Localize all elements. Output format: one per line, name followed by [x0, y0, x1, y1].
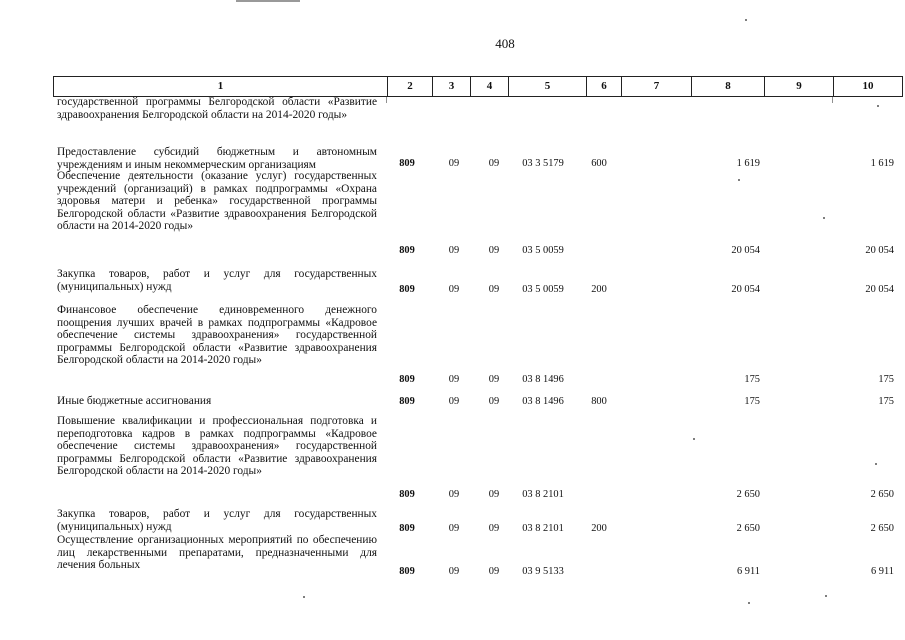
- scan-speck: [303, 596, 305, 598]
- cell-amount-8: 2 650: [736, 489, 760, 500]
- column-header-7: 7: [622, 77, 692, 96]
- column-header-3: 3: [433, 77, 471, 96]
- scan-mark: [236, 0, 300, 2]
- cell-subsection: 09: [488, 245, 500, 256]
- cell-target-article: 03 9 5133: [522, 566, 564, 577]
- column-divider: [386, 97, 387, 103]
- scan-speck: [693, 438, 695, 440]
- column-header-6: 6: [587, 77, 622, 96]
- cell-amount-8: 175: [744, 374, 760, 385]
- cell-amount-8: 20 054: [731, 284, 760, 295]
- cell-target-article: 03 8 1496: [522, 374, 564, 385]
- cell-subsection: 09: [488, 374, 500, 385]
- cell-ministry-code: 809: [399, 374, 415, 385]
- scan-speck: [748, 602, 750, 604]
- cell-expense-type: 800: [591, 396, 607, 407]
- cell-amount-8: 175: [744, 396, 760, 407]
- row-description: государственной программы Белгородской области «Развитие здравоохранения Белгородской области на 2014-2020 годы»: [57, 96, 377, 121]
- scan-speck: [875, 463, 877, 465]
- cell-section: 09: [448, 523, 460, 534]
- cell-section: 09: [448, 284, 460, 295]
- column-header-10: 10: [862, 80, 874, 92]
- cell-section: 09: [448, 489, 460, 500]
- cell-subsection: 09: [488, 284, 500, 295]
- row-description: Иные бюджетные ассигнования: [57, 395, 212, 407]
- row-description: Осуществление организационных мероприятий по обеспечению лиц лекарственными препаратами, предназначенными для лечения больных: [57, 534, 377, 572]
- page-number: 408: [495, 36, 515, 51]
- cell-section: 09: [448, 374, 460, 385]
- column-header-4: 4: [471, 77, 509, 96]
- cell-subsection: 09: [488, 566, 500, 577]
- scan-speck: [825, 595, 827, 597]
- cell-section: 09: [448, 396, 460, 407]
- cell-expense-type: 200: [591, 523, 607, 534]
- cell-subsection: 09: [488, 489, 500, 500]
- row-description: Финансовое обеспечение единовременного денежного поощрения лучших врачей в рамках подпрограммы «Кадровое обеспечение системы здравоохранения» государственной программы Белгородской области «Развитие здравоохранения Белгородской области на 2014-2020 годы»: [57, 304, 377, 367]
- cell-target-article: 03 5 0059: [522, 284, 564, 295]
- scan-speck: [823, 217, 825, 219]
- cell-target-article: 03 8 1496: [522, 396, 564, 407]
- cell-amount-8: 6 911: [737, 566, 760, 577]
- cell-amount-10: 20 054: [865, 245, 894, 256]
- column-header-9: 9: [765, 77, 834, 96]
- cell-amount-10: 175: [878, 374, 894, 385]
- row-description: Закупка товаров, работ и услуг для государственных (муниципальных) нужд: [57, 508, 377, 533]
- cell-ministry-code: 809: [399, 158, 415, 169]
- cell-ministry-code: 809: [399, 489, 415, 500]
- scan-speck: [877, 105, 879, 107]
- cell-amount-10: 2 650: [870, 523, 894, 534]
- column-header-2: 2: [388, 77, 433, 96]
- column-header-1: 1: [54, 77, 388, 96]
- cell-ministry-code: 809: [399, 245, 415, 256]
- cell-target-article: 03 3 5179: [522, 158, 564, 169]
- cell-subsection: 09: [488, 158, 500, 169]
- cell-section: 09: [448, 245, 460, 256]
- scan-speck: [738, 179, 740, 181]
- row-description: Предоставление субсидий бюджетным и автономным учреждениям и иным некоммерческим организациям: [57, 146, 377, 171]
- cell-amount-10: 20 054: [865, 284, 894, 295]
- column-header-5: 5: [509, 77, 587, 96]
- row-description: Обеспечение деятельности (оказание услуг) государственных учреждений (организаций) в рамках подпрограммы «Охрана здоровья матери и ребенка» государственной программы Белгородской области «Развитие здравоохранения Белгородской области на 2014-2020 годы»: [57, 170, 377, 233]
- row-description: Повышение квалификации и профессиональная подготовка и переподготовка кадров в рамках подпрограммы «Кадровое обеспечение системы здравоохранения» государственной программы Белгородской области «Развитие здравоохранения Белгородской области на 2014-2020 годы»: [57, 415, 377, 478]
- cell-amount-8: 1 619: [736, 158, 760, 169]
- cell-expense-type: 600: [591, 158, 607, 169]
- cell-amount-10: 175: [878, 396, 894, 407]
- cell-ministry-code: 809: [399, 523, 415, 534]
- cell-target-article: 03 8 2101: [522, 523, 564, 534]
- cell-amount-8: 2 650: [736, 523, 760, 534]
- column-header-8: 8: [692, 77, 765, 96]
- row-description: Закупка товаров, работ и услуг для государственных (муниципальных) нужд: [57, 268, 377, 293]
- cell-subsection: 09: [488, 523, 500, 534]
- cell-ministry-code: 809: [399, 566, 415, 577]
- cell-section: 09: [448, 566, 460, 577]
- cell-section: 09: [448, 158, 460, 169]
- cell-amount-8: 20 054: [731, 245, 760, 256]
- cell-subsection: 09: [488, 396, 500, 407]
- cell-target-article: 03 8 2101: [522, 489, 564, 500]
- cell-expense-type: 200: [591, 284, 607, 295]
- cell-ministry-code: 809: [399, 284, 415, 295]
- cell-amount-10: 6 911: [871, 566, 894, 577]
- cell-amount-10: 1 619: [870, 158, 894, 169]
- cell-ministry-code: 809: [399, 396, 415, 407]
- column-divider: [832, 97, 833, 103]
- table-header: [53, 76, 903, 97]
- cell-target-article: 03 5 0059: [522, 245, 564, 256]
- scan-speck: [745, 19, 747, 21]
- cell-amount-10: 2 650: [870, 489, 894, 500]
